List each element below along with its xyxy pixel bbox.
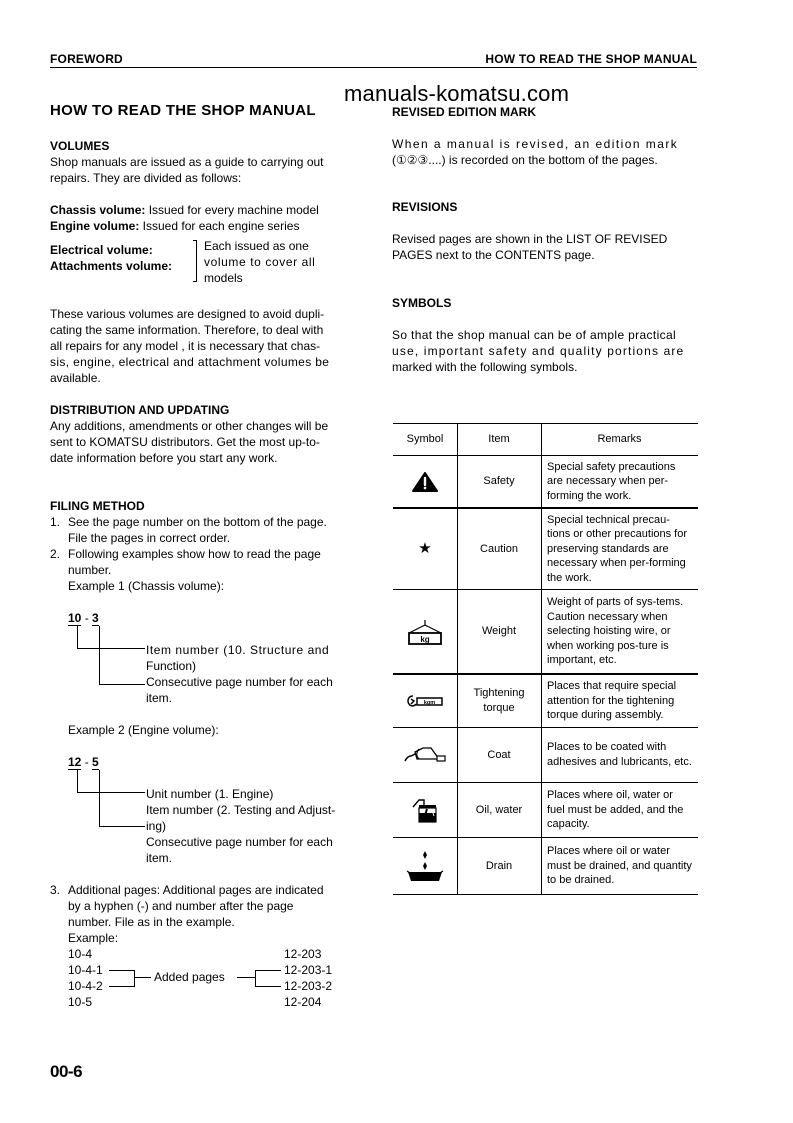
brace-text-line: Each issued as one [204, 239, 309, 253]
electrical-volume-label: Electrical volume: [50, 243, 153, 257]
distribution-heading: DISTRIBUTION AND UPDATING [50, 403, 230, 417]
bracket-line [255, 970, 256, 987]
left-page-entry: 10-4-2 [68, 979, 103, 993]
symbol-remarks: Places to be coated with adhesives and lubricants, etc. [547, 741, 692, 768]
column-header-remarks: Remarks [597, 433, 642, 445]
revised-edition-line: When a manual is revised, an edition mark [392, 137, 679, 151]
brace-text-line: models [204, 271, 243, 285]
table-row [393, 838, 698, 894]
example1-part-b: 3 [92, 611, 99, 625]
volumes-intro-line: Shop manuals are issued as a guide to carrying out [50, 155, 324, 169]
distribution-line: sent to KOMATSU distributors. Get the most up-to- [50, 435, 320, 449]
example1-part-a: 10 [68, 611, 82, 625]
example1-desc: Item number (10. Structure and [146, 643, 330, 657]
bracket-line [109, 986, 135, 987]
table-row [393, 728, 698, 782]
connector-line [99, 770, 100, 827]
example1-desc: Function) [146, 659, 197, 673]
volumes-intro-line: repairs. They are divided as follows: [50, 171, 242, 185]
symbols-line: marked with the following symbols. [392, 360, 578, 374]
connector-line [77, 626, 78, 649]
symbol-item-name: Drain [485, 859, 513, 872]
engine-volume-text: Issued for each engine series [139, 219, 300, 233]
example1-separator: - [81, 611, 93, 625]
brace [193, 240, 197, 282]
filing-example-label: Example: [68, 931, 119, 945]
paragraph-line: all repairs for any model , it is necessary that chas- [50, 339, 321, 353]
paragraph-line: cating the same information. Therefore, to deal with [50, 323, 324, 337]
example1-desc: item. [146, 691, 173, 705]
example2-page-number [68, 754, 99, 770]
filing-item-line: File the pages in correct order. [68, 531, 231, 545]
symbol-item-name: Tightening torque [473, 687, 525, 714]
right-page-entry: 12-203-2 [284, 979, 333, 993]
symbol-item-name: Caution [480, 542, 518, 555]
paragraph-line: available. [50, 371, 101, 385]
warning-triangle-icon [393, 456, 457, 507]
revisions-heading: REVISIONS [392, 200, 458, 214]
example1-desc: Consecutive page number for each [146, 675, 333, 689]
connector-line [77, 770, 78, 793]
engine-volume-line [50, 218, 299, 234]
table-row [393, 456, 698, 507]
brace-text-line: volume to cover all [204, 255, 316, 269]
symbol-remarks: Places where oil, water or fuel must be added, and the capacity. [547, 789, 684, 831]
connector-line [77, 792, 145, 793]
symbol-item-name: Weight [481, 625, 517, 637]
bracket-line [134, 970, 135, 987]
table-border [393, 894, 698, 895]
volumes-heading: VOLUMES [50, 139, 110, 153]
symbols-line: So that the shop manual can be of ample practical [392, 328, 676, 342]
engine-volume-label: Engine volume: [50, 219, 140, 233]
example2-desc: ing) [146, 819, 167, 833]
filing-item-line: Following examples show how to read the page [68, 547, 321, 561]
symbols-heading: SYMBOLS [392, 296, 452, 310]
filing-item-line: See the page number on the bottom of the page. [68, 515, 327, 529]
torque-wrench-icon [393, 675, 457, 727]
chassis-volume-line [50, 202, 319, 218]
bracket-line [109, 970, 135, 971]
symbols-table [393, 423, 698, 895]
filing-item-number: 2. [50, 547, 61, 561]
connector-line [99, 626, 100, 685]
revisions-line: Revised pages are shown in the LIST OF REVISED [392, 232, 668, 246]
revised-edition-line: (①②③....) is recorded on the bottom of the pages. [392, 153, 658, 167]
filing-item-line: Additional pages: Additional pages are indicated [68, 883, 324, 897]
header-rule [50, 67, 697, 68]
example2-desc: Unit number (1. Engine) [146, 787, 274, 801]
connector-line [99, 826, 145, 827]
filing-heading: FILING METHOD [50, 499, 145, 513]
watermark: manuals-komatsu.com [344, 81, 570, 106]
left-page-entry: 10-4 [68, 947, 93, 961]
example2-part-b: 5 [92, 755, 99, 769]
filing-item-number: 3. [50, 883, 61, 897]
table-row [393, 590, 698, 673]
weight-kg-icon [393, 590, 457, 673]
connector-line [99, 684, 145, 685]
page-number: 00-6 [50, 1062, 83, 1081]
symbols-line: use, important safety and quality portions are [392, 344, 685, 358]
table-row [393, 509, 698, 589]
bracket-line [255, 970, 281, 971]
paragraph-line: sis, engine, electrical and attachment volumes be [50, 355, 330, 369]
svg-text:kgm: kgm [423, 700, 436, 706]
symbol-remarks: Places where oil or water must be drained, and quantity to be drained. [547, 845, 692, 887]
left-page-entry: 10-5 [68, 995, 93, 1009]
bracket-line [255, 986, 281, 987]
example2-label: Example 2 (Engine volume): [68, 723, 219, 737]
example1-label: Example 1 (Chassis volume): [68, 579, 225, 593]
column-header-item: Item [488, 432, 510, 445]
filing-item-line: by a hyphen (-) and number after the page [68, 899, 294, 913]
oil-can-icon [393, 783, 457, 837]
header-section-title: FOREWORD [50, 52, 123, 66]
paragraph-line: These various volumes are designed to avoid dupli- [50, 307, 325, 321]
chassis-volume-label: Chassis volume: [50, 203, 146, 217]
symbol-remarks: Special safety precautions are necessary when per-forming the work. [547, 460, 676, 502]
filing-item-number: 1. [50, 515, 61, 529]
bracket-line [237, 977, 255, 978]
symbol-item-name: Safety [483, 475, 515, 487]
column-header-symbol: Symbol [406, 433, 444, 445]
added-pages-label: Added pages [154, 970, 225, 984]
example2-desc: Item number (2. Testing and Adjust- [146, 803, 336, 817]
filing-item-line: number. [68, 563, 112, 577]
svg-text:kg: kg [420, 634, 430, 644]
right-page-entry: 12-203 [284, 947, 322, 961]
symbol-remarks: Special technical precau-tions or other precautions for preserving standards are necessary when per-forming the work. [547, 513, 688, 584]
symbol-item-name: Coat [487, 748, 511, 761]
table-row [393, 783, 698, 837]
example2-desc: item. [146, 851, 173, 865]
right-page-entry: 12-204 [284, 995, 322, 1009]
filing-item-line: number. File as in the example. [68, 915, 235, 929]
example2-part-a: 12 [68, 755, 82, 769]
table-header-row [393, 423, 698, 455]
symbol-remarks: Places that require special attention for the tightening torque during assembly. [547, 680, 677, 722]
drain-pan-icon [393, 838, 457, 894]
table-row [393, 675, 698, 727]
header-document-title: HOW TO READ THE SHOP MANUAL [485, 52, 697, 66]
example2-separator: - [81, 755, 93, 769]
revisions-line: PAGES next to the CONTENTS page. [392, 248, 595, 262]
connector-line [77, 648, 145, 649]
star-icon: ★ [418, 540, 432, 557]
left-page-entry: 10-4-1 [68, 963, 103, 977]
example1-page-number [68, 610, 99, 626]
coat-tube-icon [393, 728, 457, 782]
chassis-volume-text: Issued for every machine model [145, 203, 319, 217]
example2-desc: Consecutive page number for each [146, 835, 333, 849]
distribution-line: Any additions, amendments or other changes will be [50, 419, 329, 433]
symbol-item-name: Oil, water [475, 803, 523, 816]
bracket-line [134, 977, 151, 978]
distribution-line: date information before you start any work. [50, 451, 278, 465]
volumes-paragraph [50, 306, 355, 386]
right-page-entry: 12-203-1 [284, 963, 333, 977]
symbol-remarks: Weight of parts of sys-tems. Caution necessary when selecting hoisting wire, or when working pos-ture is important, etc. [547, 596, 684, 667]
revised-edition-heading: REVISED EDITION MARK [392, 105, 537, 119]
attachments-volume-label: Attachments volume: [50, 259, 173, 273]
page-title: HOW TO READ THE SHOP MANUAL [50, 102, 316, 119]
